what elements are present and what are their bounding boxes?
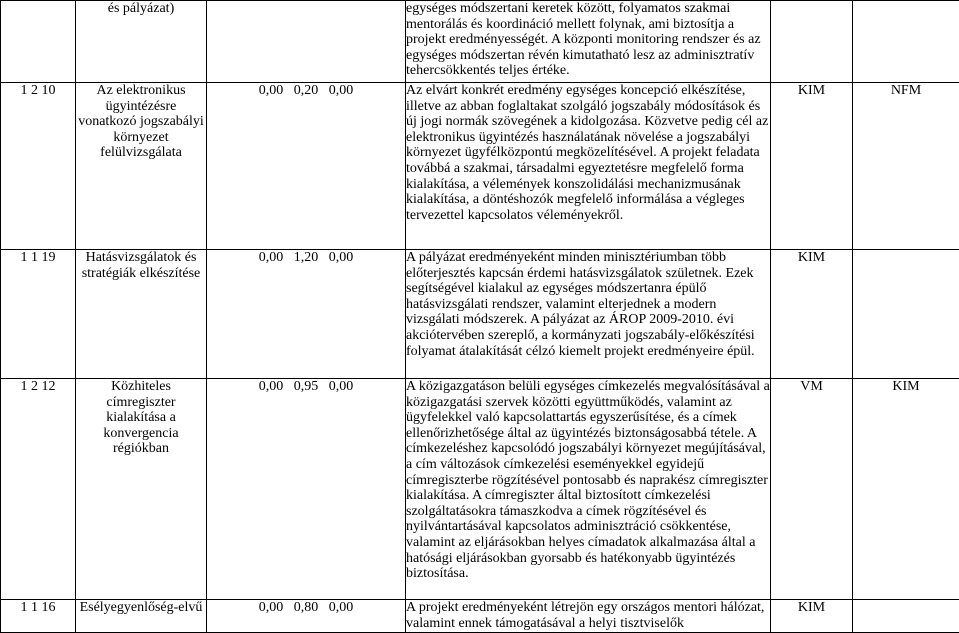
row-responsible: KIM bbox=[771, 250, 853, 379]
row-id: 1 1 16 bbox=[1, 600, 76, 633]
row-id: 1 1 19 bbox=[1, 250, 76, 379]
table-row bbox=[1, 379, 959, 600]
row-co-responsible: NFM bbox=[853, 83, 959, 250]
row-id: 1 2 12 bbox=[1, 379, 76, 600]
row-name: és pályázat) bbox=[76, 1, 207, 83]
row-responsible: KIM bbox=[771, 600, 853, 633]
table-row bbox=[1, 83, 959, 250]
row-id: 1 2 10 bbox=[1, 83, 76, 250]
table-row bbox=[1, 600, 959, 633]
row-description: Az elvárt konkrét eredmény egységes koncepció elkészítése, illetve az abban foglaltakat szolgáló jogszabály módosítások és új jogi normák szövegének a kidolgozása. Közvetve pedig cél az elektronikus ügyintézés használatának növelése a jogszabályi környezet ügyfélközpontú megközelítésével. A projekt feladata továbbá a szakmai, társadalmi egyeztetésre megfelelő forma kialakítása, a vélemények konszolidálási mechanizmusának kialakítása, a döntéshozók megfelelő informálása a végleges tervezettel kapcsolatos véleményekről. bbox=[406, 83, 771, 250]
row-co-responsible bbox=[853, 600, 959, 633]
row-responsible: VM bbox=[771, 379, 853, 600]
row-responsible bbox=[771, 1, 853, 83]
row-co-responsible bbox=[853, 1, 959, 83]
row-id bbox=[1, 1, 76, 83]
row-name: Közhiteles címregiszter kialakítása a konvergencia régiókban bbox=[76, 379, 207, 600]
row-description: A projekt eredményeként létrejön egy országos mentori hálózat, valamint ennek támogatásával a helyi tisztviselők bbox=[406, 600, 771, 633]
row-description: A pályázat eredményeként minden minisztériumban több előterjesztés kapcsán érdemi hatásvizsgálatok születnek. Ezek segítségével kialakul az egységes módszertanra épülő hatásvizsgálati rendszer, valamint elterjednek a modern vizsgálati módszerek. A pályázat az ÁROP 2009-2010. évi akciótervében szereplő, a kormányzati jogszabály-előkészítési folyamat átalakítását célzó kiemelt projekt eredményeire épül. bbox=[406, 250, 771, 379]
row-description: egységes módszertani keretek között, folyamatos szakmai mentorálás és koordináció mellett folynak, ami biztosítja a projekt eredményességét. A központi monitoring rendszer és az egységes módszertan révén kimutatható lesz az adminisztratív tehercsökkentés teljes értéke. bbox=[406, 1, 771, 83]
row-name: Az elektronikus ügyintézésre vonatkozó jogszabályi környezet felülvizsgálata bbox=[76, 83, 207, 250]
row-amounts bbox=[207, 1, 406, 83]
row-responsible: KIM bbox=[771, 83, 853, 250]
row-amounts: 0,00 0,20 0,00 bbox=[207, 83, 406, 250]
row-amounts: 0,00 1,20 0,00 bbox=[207, 250, 406, 379]
row-co-responsible bbox=[853, 250, 959, 379]
row-co-responsible: KIM bbox=[853, 379, 959, 600]
table-row bbox=[1, 1, 959, 83]
row-amounts: 0,00 0,80 0,00 bbox=[207, 600, 406, 633]
row-description: A közigazgatáson belüli egységes címkezelés megvalósításával a közigazgatási szervek közötti együttműködés, valamint az ügyfelekkel való kapcsolattartás egyszerűsítése, és a címek ellenőrizhetősége által az ügyintézés biztonságosabbá tétele. A címkezeléshez kapcsolódó jogszabályi környezet megújításával, a cím változások címkezelési eseményekkel egyidejű címregiszterbe rögzítésével pontosabb és naprakész címregiszter kialakítása. A címregiszter által biztosított címkezelési szolgáltatásokra támaszkodva a címek rögzítésével és nyilvántartásával kapcsolatos adminisztráció csökkentése, valamint az eljárásokban helyes címadatok alkalmazása által a hatósági eljárásokban gyorsabb és hatékonyabb ügyintézés biztosítása. bbox=[406, 379, 771, 600]
row-name: Hatásvizsgálatok és stratégiák elkészítése bbox=[76, 250, 207, 379]
row-amounts: 0,00 0,95 0,00 bbox=[207, 379, 406, 600]
row-name: Esélyegyenlőség-elvű bbox=[76, 600, 207, 633]
table-row bbox=[1, 250, 959, 379]
